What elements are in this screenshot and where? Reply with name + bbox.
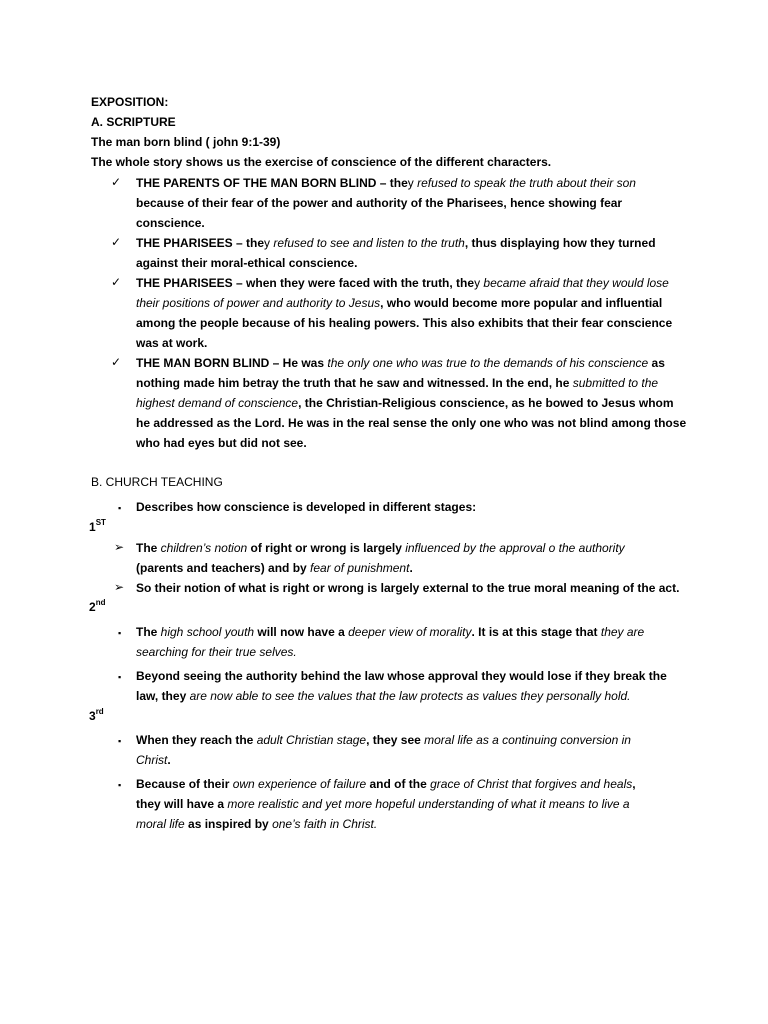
- stage-3-item-cont: Christ.: [136, 753, 171, 767]
- stage-2-item: The high school youth will now have a deeper view of morality. It is at this stage that they are: [136, 625, 645, 639]
- list-item-pharisees-2: THE PHARISEES – when they were faced with the truth, they became afraid that they would lose: [136, 276, 669, 290]
- item-label: THE PHARISEES: [136, 236, 233, 250]
- list-item-text: he addressed as the Lord. He was in the real sense the only one who was not blind among those: [136, 416, 687, 430]
- checkmark-icon: ✓: [111, 175, 122, 189]
- item-label: THE MAN BORN BLIND: [136, 356, 270, 370]
- list-item-text: their positions of power and authority to Jesus, who would become more popular and influential: [136, 296, 663, 310]
- checkmark-icon: ✓: [111, 235, 122, 249]
- item-label: THE PHARISEES: [136, 276, 233, 290]
- church-teaching-heading: B. CHURCH TEACHING: [91, 475, 223, 489]
- arrow-bullet-icon: ➢: [114, 580, 125, 594]
- list-item-text: nothing made him betray the truth that he saw and witnessed. In the end, he submitted to the: [136, 376, 659, 390]
- scripture-heading: A. SCRIPTURE: [91, 115, 176, 129]
- stage-3-label: 3rd: [89, 707, 104, 723]
- list-item-text: was at work.: [136, 336, 208, 350]
- exposition-heading: EXPOSITION:: [91, 95, 169, 109]
- stage-2-item: Beyond seeing the authority behind the law whose approval they would lose if they break the: [136, 669, 667, 683]
- list-item-parents: THE PARENTS OF THE MAN BORN BLIND – they refused to speak the truth about their son: [136, 176, 636, 190]
- stage-3-item: When they reach the adult Christian stage, they see moral life as a continuing conversion in: [136, 733, 631, 747]
- stage-3-item: Because of their own experience of failure and of the grace of Christ that forgives and heals,: [136, 777, 636, 791]
- stage-1-item: So their notion of what is right or wrong is largely external to the true moral meaning of the act.: [136, 581, 680, 595]
- church-intro: Describes how conscience is developed in different stages:: [136, 500, 477, 514]
- list-item-text: who had eyes but did not see.: [136, 436, 307, 450]
- bullet-square-icon: ▪: [118, 503, 122, 513]
- stage-2-label: 2nd: [89, 598, 106, 614]
- stage-1-label: 1ST: [89, 518, 106, 534]
- checkmark-icon: ✓: [111, 355, 122, 369]
- scripture-title: The man born blind ( john 9:1-39): [91, 135, 281, 149]
- stage-2-item-cont: searching for their true selves.: [136, 645, 297, 659]
- list-item-text: highest demand of conscience, the Christian-Religious conscience, as he bowed to Jesus whom: [136, 396, 674, 410]
- bullet-square-icon: ▪: [118, 672, 122, 682]
- list-item-man-born-blind: THE MAN BORN BLIND – He was the only one who was true to the demands of his conscience as: [136, 356, 665, 370]
- checkmark-icon: ✓: [111, 275, 122, 289]
- stage-3-item-cont: they will have a more realistic and yet more hopeful understanding of what it means to live a: [136, 797, 630, 811]
- list-item-text: among the people because of his healing powers. This also exhibits that their fear conscience: [136, 316, 673, 330]
- stage-3-item-cont: moral life as inspired by one’s faith in Christ.: [136, 817, 378, 831]
- bullet-square-icon: ▪: [118, 628, 122, 638]
- stage-2-item-cont: law, they are now able to see the values that the law protects as values they personally hold.: [136, 689, 631, 703]
- list-item-text: conscience.: [136, 216, 205, 230]
- arrow-bullet-icon: ➢: [114, 540, 125, 554]
- scripture-intro: The whole story shows us the exercise of conscience of the different characters.: [91, 155, 552, 169]
- stage-1-item: The children’s notion of right or wrong is largely influenced by the approval o the authority: [136, 541, 625, 555]
- bullet-square-icon: ▪: [118, 736, 122, 746]
- bullet-square-icon: ▪: [118, 780, 122, 790]
- list-item-pharisees-1: THE PHARISEES – they refused to see and listen to the truth, thus displaying how they turned: [136, 236, 656, 250]
- list-item-text: against their moral-ethical conscience.: [136, 256, 358, 270]
- item-label: THE PARENTS OF THE MAN BORN BLIND: [136, 176, 377, 190]
- list-item-text: because of their fear of the power and authority of the Pharisees, hence showing fear: [136, 196, 623, 210]
- stage-1-item-cont: (parents and teachers) and by fear of punishment.: [136, 561, 413, 575]
